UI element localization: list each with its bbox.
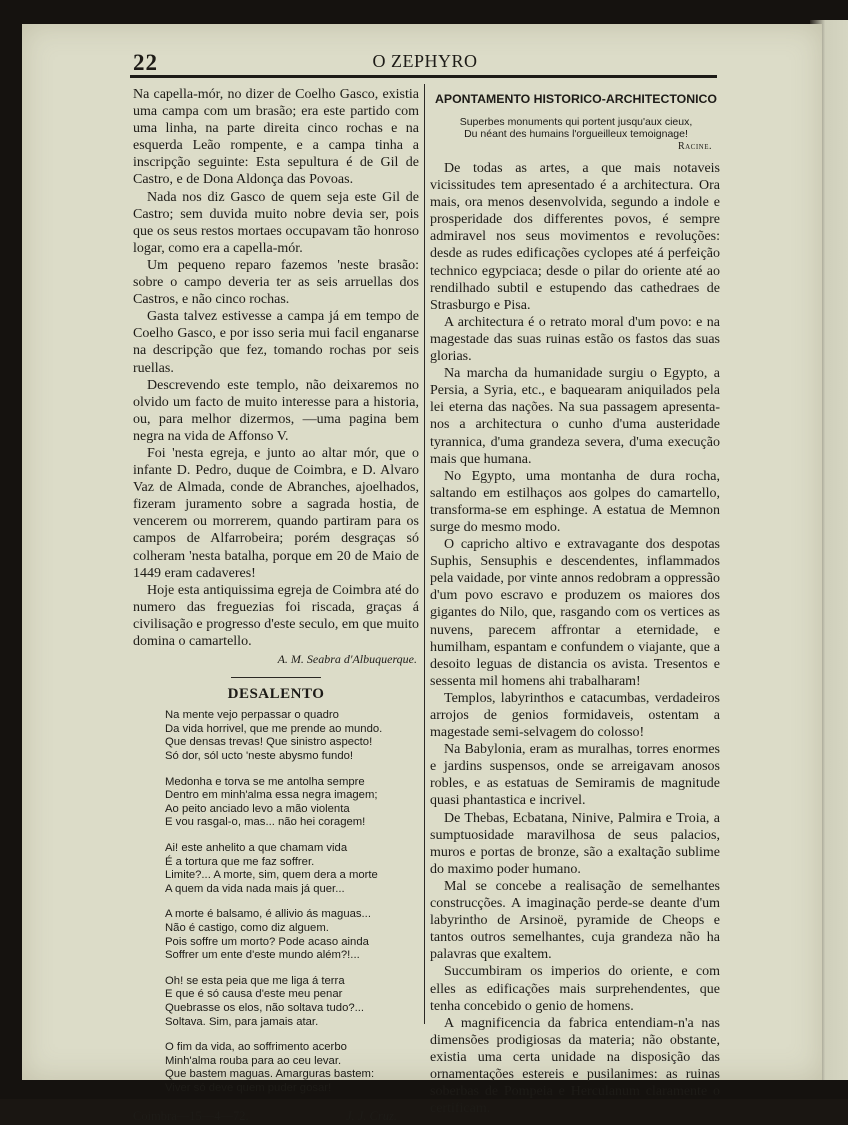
poem-author: J. J. Cruz. (345, 1108, 397, 1123)
paragraph: Gasta talvez estivesse a campa já em tempo de Coelho Gasco, e por isso seria mui facil enganarse na descripção que fez, tomando rochas por seis ruellas. (133, 309, 419, 376)
paragraph: No Egypto, uma montanha de dura rocha, saltando em estilhaços aos golpes do camartello, transforma-se em esphinge. A estatua de Memnon surge do mesmo modo. (430, 468, 720, 535)
verse: Da vida horrivel, que me prende ao mundo. (165, 722, 383, 735)
verse: A quem da vida nada mais já quer... (165, 882, 345, 895)
stanza (165, 975, 419, 1029)
paragraph: Foi 'nesta egreja, e junto ao altar mór, que o infante D. Pedro, duque de Coimbra, e D. Alvaro Vaz de Almada, conde de Abranches, ajoelhados, fizeram juramento sobre a sagrada hostia, de vencerem ou morrerem, quando partiram para os campos de Alfarrobeira; porém desgraças só colheram 'nesta batalha, porque em 20 de Maio de 1449 eram cadaveres! (133, 445, 419, 581)
poem (165, 709, 419, 1095)
article-title: APONTAMENTO HISTORICO-ARCHITECTONICO (435, 92, 717, 106)
paragraph: Um pequeno reparo fazemos 'neste brasão: sobre o campo deveria ter as seis arruellas dos Castros, e não cinco rochas. (133, 257, 419, 308)
author-signature: A. M. Seabra d'Albuquerque. (277, 652, 417, 667)
poem-place-date: Coimbra—15—4—72. (133, 1108, 249, 1123)
paragraph: De todas as artes, a que mais notaveis vicissitudes tem apresentado é a architectura. Ora mais, ora menos desenvolvida, segundo a indole e prosperidade dos differentes povos, é sempre admiravel nos seus movimentos e revoluções: desde as rudes edificações cyclopes até á perfeição technico egypciaca; desde o pilar do oriente até ao rendilhado subtil e estupendo das cathedraes de Strasburgo e Pisa. (430, 161, 720, 313)
verse: A morte é balsamo, é allivio ás maguas... (165, 908, 371, 921)
stanza (165, 776, 419, 830)
verse: Soffrer um ente d'este mundo além?!... (165, 949, 360, 962)
verse: Limite?... A morte, sim, quem dera a morte (165, 869, 378, 882)
paragraph: Mal se concebe a realisação de semelhantes construcções. A imaginação perde-se deante d'um labyrintho de Arsinoë, pyramide de Cheops e tantos outros semelhantes, cuja grandeza não ha palavras que exaltem. (430, 878, 720, 963)
epigraph-author: Racine. (677, 141, 712, 152)
verse: Medonha e torva se me antolha sempre (165, 775, 365, 788)
paragraph: Succumbiram os imperios do oriente, e com elles as edificações mais surprehendentes, que tenha concebido o genio de homens. (430, 964, 720, 1014)
header-rule (130, 75, 717, 78)
epigraph-line: Du néant des humains l'orgueilleux temoignage! (464, 128, 688, 141)
verse: Dentro em minh'alma essa negra imagem; (165, 789, 378, 802)
stanza (165, 1041, 419, 1095)
paragraph: Descrevendo este templo, não deixaremos no olvido um facto de muito interesse para a historia, ou, para melhor dizermos, —uma pagina bem negra na vida de Affonso V. (133, 377, 419, 444)
epigraph (440, 116, 712, 141)
paragraph: De Thebas, Ecbatana, Ninive, Palmira e Troia, a sumptuosidade maravilhosa de seus palacios, muros e portas de bronze, são a exaltação sublime do maximo poder humano. (430, 810, 720, 877)
paragraph: Na capella-mór, no dizer de Coelho Gasco, existia uma campa com um brasão; era este partido com uma linha, na parte direita cinco rochas e na esquerda Leão rompente, e a campa tinha a inscripção seguinte: Esta sepultura é de Gil de Castro, e de Dona Aldonça das Povoas. (133, 87, 419, 188)
right-column (430, 160, 720, 1117)
paragraph: Na Babylonia, eram as muralhas, torres enormes e jardins suspensos, onde se arreigavam anosos robles, e as estatuas de Semiramis de magnitude quasi phantastica e incrivel. (430, 742, 720, 809)
verse: É a tortura que me faz soffrer. (165, 855, 315, 868)
verse: Que densas trevas! Que sinistro aspecto! (165, 736, 373, 749)
paragraph: Nada nos diz Gasco de quem seja este Gil de Castro; sem duvida muito nobre devia ser, pois que os seus restos mortaes occupavam tão honroso logar, como era a capella-mór. (133, 189, 419, 256)
epigraph-line: Superbes monuments qui portent jusqu'aux cieux, (459, 116, 693, 128)
paragraph: Na marcha da humanidade surgiu o Egypto, a Persia, a Syria, etc., e baquearam aniquilados pela lei eterna das nações. Na sua passagem apresenta-nos a architectura o cunho d'uma austeridade tyrannica, d'uma grandeza severa, d'uma execução mais que humana. (430, 366, 720, 467)
section-divider (231, 677, 321, 678)
verse: Na mente vejo perpassar o quadro (165, 709, 339, 722)
paragraph: Hoje esta antiquissima egreja de Coimbra até do numero das freguezias foi riscada, graças á civilisação e progresso d'este seculo, em que muito domina o camartello. (133, 582, 419, 649)
poem-title: DESALENTO (227, 686, 325, 703)
verse: Ai! este anhelito a que chamam vida (165, 842, 348, 855)
verse: Pois soffre um morto? Pode acaso ainda (165, 935, 369, 948)
stanza (165, 908, 419, 962)
left-column (133, 86, 419, 1125)
stanza (165, 842, 419, 896)
paragraph: O capricho altivo e extravagante dos despotas Suphis, Sensuphis e descendentes, inflammados pela vaidade, por vinte annos redobram a oppressão d'um povo escravo e produzem os maiores dos gigantes do Nilo, que, rasgando com os vertices as nuvens, parecem affrontar a eternidade, e humilham, espantam e confundem o viajante, que a desoito leguas de distancia os avista. Tresentos e sessenta mil homens ahi trabalharam! (430, 537, 721, 689)
verse: Soltava. Sim, para jamais atar. (165, 1015, 319, 1028)
verse: E vou rasgal-o, mas... não hei coragem! (165, 816, 366, 829)
verse: Que bastem maguas. Amarguras bastem: (165, 1068, 375, 1081)
stanza (165, 709, 419, 763)
verse: E que é só causa d'este meu penar (165, 988, 343, 1001)
column-rule (424, 84, 425, 1024)
paragraph: Templos, labyrinthos e catacumbas, verdadeiros arrojos de genios formidaveis, ostentam a magestade semi-selvagem do colosso! (430, 690, 720, 741)
poem-footer (133, 1108, 419, 1125)
verse: Ao peito anciado levo a mão violenta (165, 802, 350, 815)
verse: Quebrasse os elos, não soltava tudo?... (165, 1001, 365, 1014)
paragraph: A magnificencia da fabrica entendiam-n'a nas dimensões prodigiosas da materia; não obstante, existia uma certa unidade na disposição das ornamentações estereis e pusilanimes: as ruinas soberbas de Pompeia e Herculanum claramente o certificam. (430, 1015, 720, 1117)
verse: O fim da vida, ao soffrimento acerbo (165, 1041, 347, 1054)
paragraph: A architectura é o retrato moral d'um povo: e na magestade das suas ruinas estão os fastos das suas glorias. (430, 314, 720, 365)
running-head: O ZEPHYRO (372, 51, 478, 71)
verse: Só dor, sól ucto 'neste abysmo fundo! (165, 750, 354, 763)
page-number: 22 (133, 50, 158, 75)
verse: Viver só deve quem puder gosar! (165, 1081, 332, 1094)
verse: Não é castigo, como diz alguem. (165, 922, 329, 934)
verse: Minh'alma rouba para ao ceu levar. (165, 1054, 342, 1067)
verse: Oh! se esta peia que me liga á terra (165, 974, 345, 987)
